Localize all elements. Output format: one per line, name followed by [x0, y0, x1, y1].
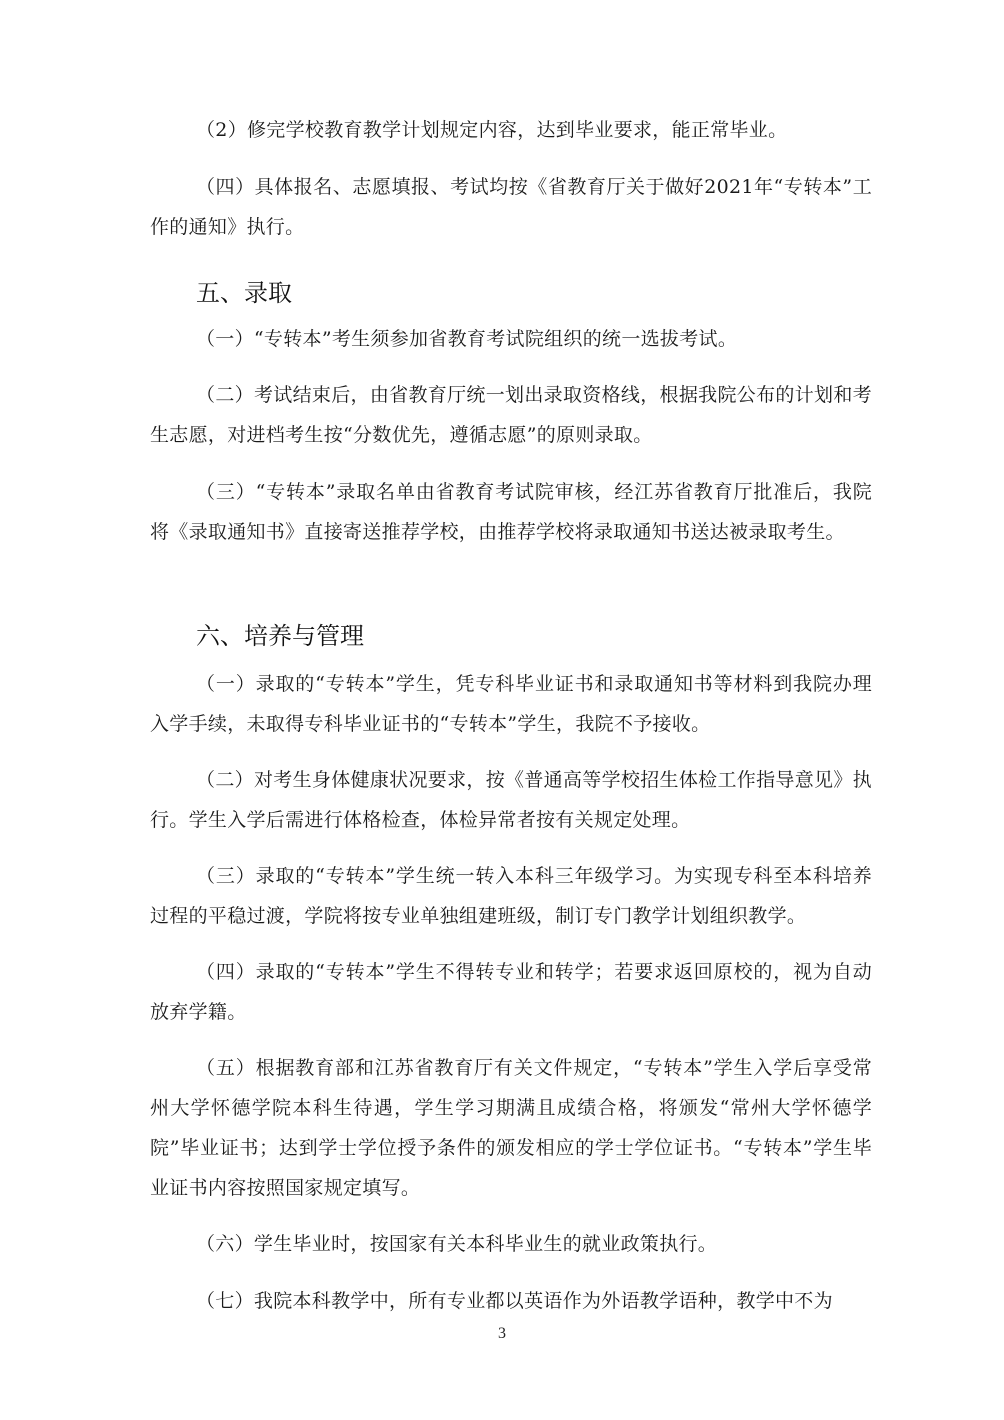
paragraph-registration-notice: （四）具体报名、志愿填报、考试均按《省教育厅关于做好2021年“专转本”工作的通知》执行。 [150, 176, 872, 238]
paragraph-admission-1: （一）“专转本”考生须参加省教育考试院组织的统一选拔考试。 [196, 328, 738, 350]
paragraph-training-5: （五）根据教育部和江苏省教育厅有关文件规定，“专转本”学生入学后享受常州大学怀德学院本科生待遇，学生学习期满且成绩合格，将颁发“常州大学怀德学院”毕业证书；达到学士学位授予条件的颁发相应的学士学位证书。“专转本”学生毕业证书内容按照国家规定填写。 [150, 1057, 872, 1199]
paragraph-admission-2: （二）考试结束后，由省教育厅统一划出录取资格线，根据我院公布的计划和考生志愿，对进档考生按“分数优先，遵循志愿”的原则录取。 [150, 384, 872, 446]
paragraph-training-7: （七）我院本科教学中，所有专业都以英语作为外语教学语种，教学中不为 [196, 1290, 833, 1312]
paragraph-training-3: （三）录取的“专转本”学生统一转入本科三年级学习。为实现专科至本科培养过程的平稳过渡，学院将按专业单独组建班级，制订专门教学计划组织教学。 [150, 865, 872, 927]
section-heading-training-management: 六、培养与管理 [196, 622, 364, 650]
paragraph-training-1: （一）录取的“专转本”学生，凭专科毕业证书和录取通知书等材料到我院办理入学手续，未取得专科毕业证书的“专转本”学生，我院不予接收。 [150, 673, 872, 735]
paragraph-training-2: （二）对考生身体健康状况要求，按《普通高等学校招生体检工作指导意见》执行。学生入学后需进行体格检查，体检异常者按有关规定处理。 [150, 769, 872, 831]
page-number: 3 [498, 1325, 506, 1342]
paragraph-graduation-requirement: （2）修完学校教育教学计划规定内容，达到毕业要求，能正常毕业。 [196, 119, 788, 141]
paragraph-admission-3: （三）“专转本”录取名单由省教育考试院审核，经江苏省教育厅批准后，我院将《录取通知书》直接寄送推荐学校，由推荐学校将录取通知书送达被录取考生。 [150, 481, 872, 543]
paragraph-training-6: （六）学生毕业时，按国家有关本科毕业生的就业政策执行。 [196, 1233, 718, 1255]
paragraph-training-4: （四）录取的“专转本”学生不得转专业和转学；若要求返回原校的，视为自动放弃学籍。 [150, 961, 872, 1023]
section-heading-admission: 五、录取 [196, 279, 292, 307]
